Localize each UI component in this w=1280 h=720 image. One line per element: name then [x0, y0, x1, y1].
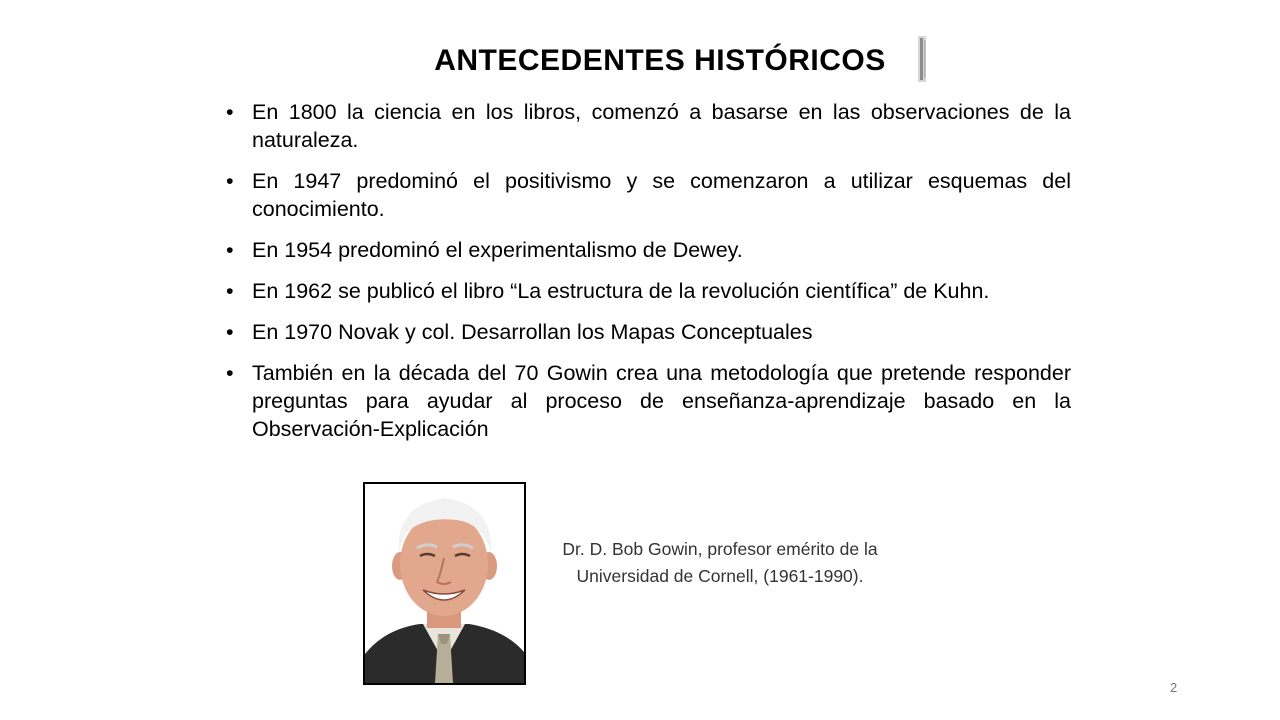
bullet-glyph: • [226, 279, 234, 303]
bullet-item [226, 277, 1071, 305]
slide-title: ANTECEDENTES HISTÓRICOS [434, 44, 886, 77]
title-decoration-bar [915, 36, 929, 82]
bullet-text: En 1962 se publicó el libro “La estructura de la revolución científica” de Kuhn. [252, 279, 990, 303]
portrait-photo [363, 482, 526, 685]
bullet-glyph: • [226, 100, 234, 124]
bullet-list [226, 98, 1071, 456]
bullet-item [226, 318, 1071, 346]
bullet-text: También en la década del 70 Gowin crea una metodología que pretende responder preguntas para ayudar al proceso de enseñanza-aprendizaje basado en la Observación-Explicación [252, 361, 1071, 441]
portrait-illustration [365, 484, 524, 683]
bullet-item [226, 98, 1071, 154]
photo-caption [530, 536, 910, 590]
caption-line: Dr. D. Bob Gowin, profesor emérito de la [562, 539, 878, 559]
bullet-text: En 1970 Novak y col. Desarrollan los Mapas Conceptuales [252, 320, 813, 344]
page-number: 2 [1170, 680, 1178, 695]
bullet-glyph: • [226, 320, 234, 344]
bullet-item [226, 359, 1071, 443]
bullet-glyph: • [226, 238, 234, 262]
caption-line: Universidad de Cornell, (1961-1990). [576, 566, 864, 586]
bullet-glyph: • [226, 361, 234, 385]
bullet-item [226, 236, 1071, 264]
bullet-text: En 1947 predominó el positivismo y se comenzaron a utilizar esquemas del conocimiento. [252, 169, 1071, 221]
bullet-glyph: • [226, 169, 234, 193]
bullet-item [226, 167, 1071, 223]
bullet-text: En 1954 predominó el experimentalismo de Dewey. [252, 238, 743, 262]
bullet-text: En 1800 la ciencia en los libros, comenzó a basarse en las observaciones de la naturaleza. [252, 100, 1071, 152]
